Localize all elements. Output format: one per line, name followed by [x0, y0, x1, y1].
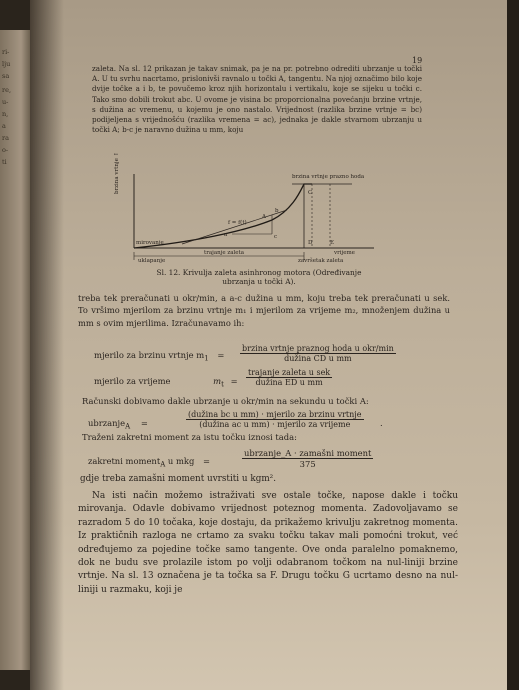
equation-torque [88, 456, 210, 469]
final-paragraph-text: Na isti način možemo istraživati sve ostale točke, napose dakle i točku mirovanja. Odavle dobivamo vrijednost poteznog momenta. Zadovoljavamo se razradom 5 do 10 točaka, koje dostaju, da prikažemo krivulju zakretnog momenta. Iz praktičnih razloga ne crtamo za svaku točku takav mali pomoćni trokut, već određujemo za pojedine točke samo tangente. Ove onda paralelno pomaknemo, dok ne budu sve prolazile istom po volji odabranom točkom na nul-liniji brzine vrtnje. Na sl. 13 označena je ta točka sa F. Drugu točku G ucrtamo desno na nul-liniji u razmaku, koji je [78, 491, 458, 595]
eq1-lhs: mjerilo za brzinu vrtnje m [94, 350, 205, 360]
y-axis-label: brzina vrtnje ↑ [114, 151, 120, 194]
eq2-var: m [213, 376, 222, 386]
label-E: E [330, 240, 335, 246]
top-paragraph: zaleta. Na sl. 12 prikazan je takav snimak, pa je na pr. potrebno odrediti ubrzanje u točki A. U tu svrhu nacrtamo, prislonivši ravnalo u točki A, tangentu. Na njoj označimo bilo koje dvije točke a i b, te povučemo kroz njih horizontalu i vertikalu, koje se sijeku u točki c. Tako smo dobili trokut abc. U ovome je visina bc proporcionalna povećanju brzine vrtnje, s dužina ac vremenu, u kojemu je ono nastalo. Vrijednost (razlika brzine vrtnje = bc) podijeljena s vrijednošću (razlika vremena = ac), jednaka je dakle stvarnom ubrzanju u točki A; b-c je naravno dužina u mm, koju [92, 64, 422, 135]
label-c: c [274, 234, 278, 240]
eq3-denominator: (dužina ac u mm) · mjerilo za vrijeme [199, 420, 351, 429]
left-page-fragment: u- [2, 98, 9, 106]
eq2-denominator: dužina ED u mm [255, 378, 323, 387]
eq3-sub: A [125, 422, 131, 431]
label-D: D [308, 240, 313, 246]
caption-line-2: ubrzanja u točki A). [222, 277, 296, 286]
eq3-lhs: ubrzanje [88, 418, 126, 428]
left-page-fragment: re, [2, 86, 12, 94]
right-background [507, 0, 519, 690]
left-page-fragment: sa [2, 72, 10, 80]
line-gdje: gdje treba zamašni moment uvrstiti u kgm². [80, 474, 276, 484]
eq3-dot: . [380, 418, 383, 428]
eq1-numerator: brzina vrtnje praznog hoda u okr/min [242, 344, 394, 353]
page-number: 19 [412, 56, 423, 65]
left-page-fragment: lju [2, 60, 11, 68]
equation-time-scale [94, 376, 238, 389]
eq4-lhs: zakretni moment [88, 456, 161, 466]
label-curve: f = f(t) [228, 220, 247, 226]
label-b: b [275, 208, 279, 214]
paragraph-conversion: treba tek preračunati u okr/min, a a-c dužina u mm, koju treba tek preračunati u sek. To vršimo mjerilom za brzinu vrtnje m₁ i mjerilom za vrijeme m₂, množenjem dužina u mm s ovim mjerilima. Izračunavamo ih: [78, 293, 450, 328]
figure-startup-curve [112, 151, 382, 266]
eq2-equals: = [230, 376, 238, 386]
eq2-lhs: mjerilo za vrijeme [94, 376, 171, 386]
startup-curve [134, 184, 312, 248]
label-vrijeme: vrijeme [334, 250, 355, 256]
eq1-equals: = [217, 350, 225, 360]
eq3-equals: = [140, 418, 148, 428]
tangent-line [182, 210, 287, 244]
eq4-unit: u mkg [165, 456, 195, 466]
left-page-fragment: a [2, 122, 6, 130]
left-page-fragment: n, [2, 110, 9, 118]
eq2-sub: t [221, 380, 224, 389]
eq4-numerator: ubrzanje_A · zamašni moment [244, 448, 372, 458]
figure-caption [128, 268, 390, 286]
eq1-denominator: dužina CD u mm [284, 354, 352, 363]
final-paragraph [78, 490, 458, 597]
eq1-sub: 1 [204, 354, 209, 363]
label-noload: brzina vrtnje prazno hoda [292, 174, 365, 180]
left-page-fragment: ri- [2, 48, 10, 56]
eq4-equals: = [203, 456, 211, 466]
eq4-denominator: 375 [299, 459, 316, 469]
caption-line-1: Sl. 12. Krivulja zaleta asinhronog motora (Određivanje [156, 268, 362, 277]
left-page-fragment: ra [2, 134, 9, 142]
left-page-edge [0, 30, 30, 670]
page-gutter-shadow [30, 0, 64, 690]
eq2-fraction [246, 368, 332, 387]
eq2-numerator: trajanje zaleta u sek [248, 368, 331, 377]
eq4-sub: A [160, 460, 166, 469]
label-C: C [308, 190, 313, 196]
eq3-fraction [186, 410, 364, 429]
label-trajanje: trajanje zaleta [204, 250, 245, 256]
label-A: A [262, 214, 266, 220]
label-mirovanje: mirovanje [136, 240, 164, 246]
left-page-fragment: ti [2, 158, 7, 166]
eq1-fraction [240, 344, 396, 363]
line-trazeni: Traženi zakretni moment za istu točku iznosi tada: [82, 432, 297, 442]
equation-speed-scale [94, 350, 224, 363]
left-page-fragment: o- [2, 146, 9, 154]
eq3-numerator: (dužina bc u mm) · mjerilo za brzinu vrtnje [188, 410, 362, 419]
equation-acceleration [88, 418, 148, 431]
line-racunski: Računski dobivamo dakle ubrzanje u okr/min na sekundu u točki A: [82, 396, 369, 406]
label-uklapanje: uklapanje [138, 258, 166, 264]
label-zavrsetak: završetak zaleta [298, 258, 344, 264]
label-a: a [224, 232, 228, 238]
eq4-fraction [242, 448, 373, 469]
